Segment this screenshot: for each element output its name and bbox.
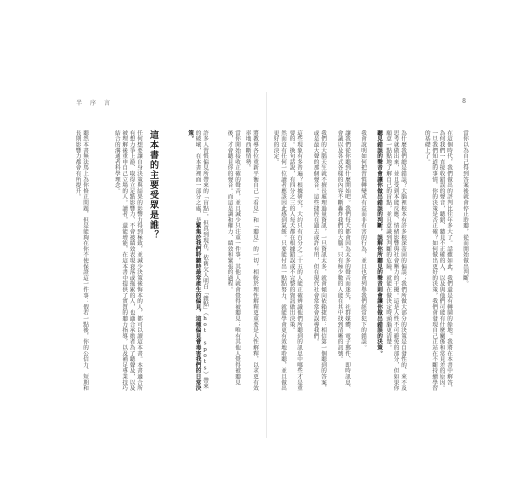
running-header: 半 序 言: [76, 100, 112, 107]
paragraph: 然而沒有任何一位讀者應該因此感到氣餒。只要能付出一點點努力，就能學會更有效地聆聽，並且做出更好的決定。: [272, 130, 286, 391]
paragraph: 將教導各位重新平衡自己「看見」和「聽見」的一切，相較於理性解釋更重要是人性解釋，以求更有效率地西斷情勢。: [244, 130, 258, 391]
paragraph: 當你開始接收正確的聲音，並且減少只注重一件事，其他人就會覺得被聽見；唯有其他人覺得被聽見後，才會聽見你的聲音。而這是調和權力、績效和緊張的過程。: [226, 130, 240, 386]
right-page: [272, 84, 472, 444]
paragraph: 我們的大腦天生就不擅長處理過量資訊，一旦資訊太多，就會傾向依賴捷徑：相信第一個聽到的答案，或是最大聲的那個聲音。這些捷徑在過去或許有用，但在現代社會常常會誤導我們。: [312, 130, 326, 391]
page-number: 8: [462, 98, 466, 105]
page-gutter: [266, 92, 267, 438]
paragraph: 在這個時代，我們做出的評判比往年多大了。話雖如此，我們還是有轉圜的餘地。我將在本書中解答，為何我們一直接收錯誤的聲音，聽錯、聽見不正確的人，以及與他們可能有什麼關係和常見差的原因。一旦我們知道的事情，你的決策是否正確？如何做出更好的決策，我們會發現自己正站在不斷持續學習的基礎上了。: [423, 130, 452, 391]
paragraph: [170, 130, 208, 392]
paragraph: 這些現象有多普遍？根據研究，大約只有百分之二十五的人能正確辨識他們所聽到的訊息中哪些才是重要的。換句話說，有四分之三的人每天都在根據錯誤或不完整的資訊做出決策。: [288, 130, 302, 391]
paragraph: 任何想要讓自身決策與結果的影響力得到極致，並減少決策後悔本的人，都可以讀這本書。本書適合所有想力爭上游、取得立足點影響力、不會被績效表現衰落或拖累的人，也適合承擔者為了聽聲及，以及被理解後重申自己立場的人。讀者，還能增能，在這本書中提供了實質的聽力指導，以及補足專業技巧結合的溝通者科學理念。: [113, 130, 142, 391]
paragraph: 我會說明如何把習慣轉變成有益而非有害的行為，並且也會列舉我們經常犯下的錯誤。: [360, 130, 366, 351]
paragraph: 讓我們從你聽到什麼開始吧。我們每天都會因為太多的聲音而迷失，社群媒體、電子郵件、即時訊息、會議以及各式各樣的內容不斷轟炸我們的大腦。只有極少數的人能在其中找到清晰的訊號。: [336, 130, 350, 391]
paragraph-text: 許多人習慣偏見所帶來的「盲點」，但真到現在，依舊欠人明白「雜點」（hot spots）帶來的破壞，在本書裡面一部分之處，是: [194, 130, 208, 389]
paragraph: 當你以為自己得到答案後就會停止聆聽，從而開始做出判斷。: [462, 130, 468, 287]
paragraph: 聽然本書無法馬上為你修正問題，但是能夠在你不使保證這一件事：假若一點後，你的公信力、短期和長期影響力都會有所提升。: [74, 130, 88, 391]
section-heading: 這本書的主要受眾是誰？: [148, 130, 158, 240]
paragraph-bold: 聽見錯誤的聲音會讓你做出錯誤的判斷，誤解你所聽見的聲音則會讓你做出錯誤的決策。: [376, 130, 382, 357]
paragraph: 為什麼我們總是錯誤？大腦裡根本有許多根深蒂固的偏誤；我們所做大部分的決策是自發性的、來不及思考就做出來，並且受到本能反應、情緒影響與社會壓力的干擾。這是人性不可避免的部分，但如果你願意一點點地了解自己的盲點，並且意識到判斷的危險，就能在做決定時頭腦更清楚。: [385, 130, 406, 391]
left-page: [62, 84, 264, 444]
paragraph-bold-text: 緊集於我們聆聽時最常產生的偏見，這種偏見會毒害我們的日常決策。: [187, 130, 201, 392]
book-spread: [62, 84, 472, 444]
